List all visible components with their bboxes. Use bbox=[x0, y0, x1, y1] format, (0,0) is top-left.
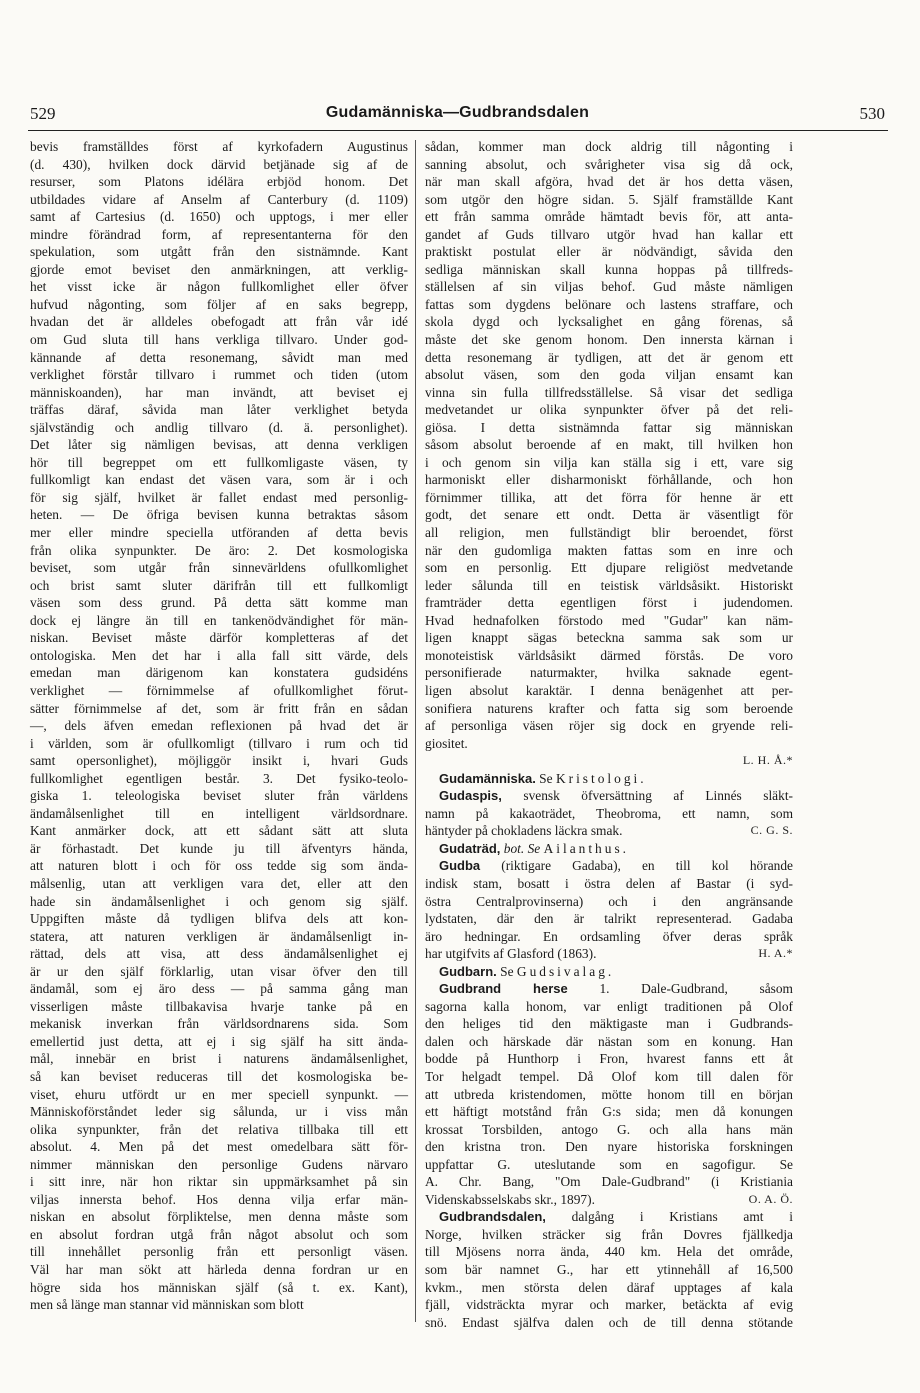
line-text: sådan, kommer man dock aldrig till någonting i bbox=[425, 139, 793, 154]
line-text: i sitt inre, när hon riktar sin uppmärksamhet på sin bbox=[30, 1174, 408, 1190]
line-text: sonifiera naturens krafter och fatta sig som beroende bbox=[425, 700, 793, 716]
right-column-line bbox=[425, 208, 793, 226]
left-column-line bbox=[30, 524, 408, 542]
left-column-line bbox=[30, 822, 408, 840]
entry-headword: Gudba bbox=[439, 858, 481, 874]
line-text: niskan en absolut förpliktelse, men denna måste som bbox=[30, 1209, 408, 1225]
text-line bbox=[425, 1121, 793, 1139]
left-column-line bbox=[30, 1261, 408, 1279]
line-text: samt af Cartesius (d. 1650) och upptogs, i mer eller bbox=[30, 209, 408, 225]
line-text: spekulation, som utgått från den sistnämnde. Kant bbox=[30, 244, 408, 260]
right-column-line bbox=[425, 506, 793, 524]
text-line bbox=[425, 1050, 793, 1068]
left-column-line bbox=[30, 506, 408, 524]
left-column-line bbox=[30, 208, 408, 226]
text-line bbox=[425, 875, 793, 893]
line-text: bevis framställdes först af kyrkofadern Augustinus bbox=[30, 139, 408, 154]
left-column-line bbox=[30, 313, 408, 331]
left-column-line bbox=[30, 278, 408, 296]
text-line bbox=[425, 1033, 793, 1051]
left-column-line bbox=[30, 261, 408, 279]
right-column-line bbox=[425, 436, 793, 454]
text-line bbox=[425, 1156, 793, 1174]
line-text: mekanisk inverkan från världsordnarens sida. Som bbox=[30, 1016, 408, 1032]
line-text: den heliges tid den mäktigaste man i Gudbrands- bbox=[425, 1016, 793, 1032]
line-text: samt opersonlighet), möjliggör insikt i, hvari Guds bbox=[30, 753, 408, 769]
left-column-line bbox=[30, 419, 408, 437]
left-column-line bbox=[30, 1033, 408, 1051]
line-text: (riktigare Gadaba), en till kol hörande bbox=[501, 858, 793, 874]
page-number-right: 530 bbox=[859, 104, 885, 123]
left-column-line bbox=[30, 577, 408, 595]
left-column-line bbox=[30, 875, 408, 893]
text-line bbox=[425, 1296, 793, 1314]
running-title: Gudamänniska—Gudbrandsdalen bbox=[325, 104, 590, 121]
line-text: att naturen blott i och för oss tedde sig som ända- bbox=[30, 858, 408, 874]
left-column-line bbox=[30, 928, 408, 946]
left-column-line bbox=[30, 191, 408, 209]
line-text: hvadan det är alldeles obefogadt att från vår idé bbox=[30, 314, 408, 330]
line-text: när den gudomliga makten fattas som en inre och bbox=[425, 542, 793, 558]
left-column-line bbox=[30, 770, 408, 788]
line-text: krossat Torsbilden, antogo G. och alla hans män bbox=[425, 1121, 793, 1137]
right-column-line bbox=[425, 471, 793, 489]
cross-reference: Kristologi. bbox=[555, 770, 647, 786]
right-column-line bbox=[425, 682, 793, 700]
left-column-line bbox=[30, 1050, 408, 1068]
left-column-line bbox=[30, 700, 408, 718]
line-text: Hvad hednafolken förstodo med "Gudar" kan näm- bbox=[425, 612, 793, 628]
text-line bbox=[425, 1138, 793, 1156]
right-column-line bbox=[425, 629, 793, 647]
line-text: lydstaten, där den är talrikt representerad. Gadaba bbox=[425, 911, 793, 927]
left-column-line bbox=[30, 717, 408, 735]
line-text: äro hedningar. En ordsamling öfver deras språk bbox=[425, 928, 793, 944]
line-text: kvkm., men största delen däraf upptages af kala bbox=[425, 1279, 793, 1295]
line-text: väsen som dess grund. På detta sätt komme man bbox=[30, 595, 408, 611]
line-text: indisk stam, bosatt i östra delen af Bastar (i syd- bbox=[425, 875, 793, 891]
line-text: förnimmer tillika, att det förra för henne är ett bbox=[425, 489, 793, 505]
line-text: Videnskabsselskabs skr., 1897). bbox=[425, 1191, 595, 1207]
left-column-line bbox=[30, 331, 408, 349]
line-text: till Mjösens norra ända, 440 km. Hela det område, bbox=[425, 1244, 793, 1260]
line-text: niskan. Beviset måste därför kompletteras af det bbox=[30, 630, 408, 646]
line-text: hade sin ändamålsenlighet i och genom sig själf. bbox=[30, 893, 408, 909]
line-text: giska 1. teleologiska beviset sluter från världens bbox=[30, 788, 408, 804]
left-column-line bbox=[30, 664, 408, 682]
line-text: ett från samma område hämtadt bevis för, att anta- bbox=[425, 209, 793, 225]
author-signature: H. A.* bbox=[758, 946, 793, 961]
line-text: gandet af Guds tillvaro utgör hvad han kallar ett bbox=[425, 226, 793, 242]
line-text: resurser, som Platons idélära erbjöd honom. Det bbox=[30, 174, 408, 190]
left-column-line bbox=[30, 752, 408, 770]
left-column-line bbox=[30, 857, 408, 875]
line-text: sanning absolut, och svårigheter visa sig då ock, bbox=[425, 156, 793, 172]
right-column-line bbox=[425, 349, 793, 367]
line-text: uppfattar G. uteslutande som en sagofigur. Se bbox=[425, 1156, 793, 1172]
right-column bbox=[425, 138, 793, 1331]
line-text: i världen, som är ofullkomligt (tillvaro i rum och tid bbox=[30, 735, 408, 751]
line-text: Människoförståndet leder sig sålunda, ur i viss mån bbox=[30, 1104, 408, 1120]
left-column-line bbox=[30, 559, 408, 577]
right-column-line bbox=[425, 612, 793, 630]
line-text: är ur den själf förklarlig, utan visar öfver den till bbox=[30, 963, 408, 979]
line-text: kännande af detta resonemang, såvidt man med bbox=[30, 349, 408, 365]
left-column bbox=[30, 138, 408, 1314]
line-text: 1. Dale-Gudbrand, såsom bbox=[599, 981, 793, 997]
line-text: om Gud sluta till hans verkliga tillvaro. Under god- bbox=[30, 332, 408, 348]
right-column-line bbox=[425, 278, 793, 296]
line-text: medvetandet ur olika synpunkter öfver på det reli- bbox=[425, 402, 793, 418]
text-line bbox=[425, 1208, 793, 1226]
left-column-line bbox=[30, 454, 408, 472]
left-column-line bbox=[30, 156, 408, 174]
left-column-line bbox=[30, 647, 408, 665]
line-text: giositet. bbox=[425, 735, 468, 751]
right-column-continuation bbox=[425, 138, 793, 752]
line-text: Tor helgadt tempel. Då Olof kom till dalen för bbox=[425, 1068, 793, 1084]
left-column-line bbox=[30, 945, 408, 963]
line-text: emedan man därigenom kan konstatera gudsidéns bbox=[30, 665, 408, 681]
line-text: träffas däraf, såvida man låter verklighet betyda bbox=[30, 402, 408, 418]
left-column-line bbox=[30, 471, 408, 489]
line-text: het visst icke är någon fullkomlighet eller öfver bbox=[30, 279, 408, 295]
right-column-line bbox=[425, 524, 793, 542]
text-line bbox=[425, 1279, 793, 1297]
left-column-line bbox=[30, 1226, 408, 1244]
entry-text: Se bbox=[539, 770, 553, 786]
signature-line bbox=[425, 752, 793, 770]
line-text: Väl har man sökt att härleda denna fordran ur en bbox=[30, 1262, 408, 1277]
left-column-line bbox=[30, 787, 408, 805]
left-column-line bbox=[30, 1208, 408, 1226]
line-text: Kant anmärker dock, att ett sådant sätt att sluta bbox=[30, 823, 408, 839]
right-column-line bbox=[425, 226, 793, 244]
author-signature: L. H. Å.* bbox=[742, 753, 793, 768]
line-text: och brist samt sluter därifrån till ett fullkomligt bbox=[30, 577, 408, 593]
left-column-line bbox=[30, 366, 408, 384]
left-column-line bbox=[30, 349, 408, 367]
right-column-line bbox=[425, 717, 793, 735]
line-text: godt, det senare ett ondt. Detta är väsentligt för bbox=[425, 507, 793, 523]
line-text: men så länge man stannar vid människan som blott bbox=[30, 1297, 304, 1313]
line-text: vinna sin fulla tillfredsställelse. Så visar det sedliga bbox=[425, 384, 793, 400]
line-text: såsom absolut beroende af en makt, till hvilken hon bbox=[425, 437, 793, 453]
line-text: Norge, hvilken sträcker sig från Dovres fjällkedja bbox=[425, 1226, 793, 1242]
line-text: en absolut fordran utgå från något absolut och som bbox=[30, 1226, 408, 1242]
text-line bbox=[425, 910, 793, 928]
text-line bbox=[425, 1103, 793, 1121]
text-line bbox=[425, 1261, 793, 1279]
left-column-line bbox=[30, 963, 408, 981]
line-text: hufvud någonting, som följer af en saks begrepp, bbox=[30, 296, 408, 312]
page-number-left: 529 bbox=[30, 104, 56, 123]
cross-reference: Gudsivalag. bbox=[516, 963, 615, 979]
text-line bbox=[425, 893, 793, 911]
left-column-line bbox=[30, 401, 408, 419]
right-column-line bbox=[425, 261, 793, 279]
text-line bbox=[425, 1226, 793, 1244]
line-text: fullkomligt kan endast det väsen vara, som är i och bbox=[30, 472, 408, 488]
line-text: gjorde emot beviset den anmärkningen, att verklig- bbox=[30, 261, 408, 277]
left-column-line bbox=[30, 612, 408, 630]
line-text: verklighet förstår tillvaro i rummet och tiden (utom bbox=[30, 367, 408, 383]
text-line bbox=[425, 980, 793, 998]
text-line bbox=[425, 945, 793, 963]
line-text: måste det ske genom honom. Den innersta kärnan i bbox=[425, 332, 793, 348]
text-line bbox=[425, 1191, 793, 1209]
line-text: fattas som dygdens belönare och lastens straffare, och bbox=[425, 296, 793, 312]
right-column-line bbox=[425, 191, 793, 209]
line-text: bodde på Hunthorp i Fron, hvarest fanns ett åt bbox=[425, 1051, 793, 1067]
left-column-line bbox=[30, 1121, 408, 1139]
left-column-line bbox=[30, 489, 408, 507]
left-column-line bbox=[30, 1086, 408, 1104]
right-column-line bbox=[425, 243, 793, 261]
line-text: mindre förändrad form, af representanterna för den bbox=[30, 226, 408, 242]
text-line bbox=[425, 1314, 793, 1332]
left-column-line bbox=[30, 980, 408, 998]
line-text: snö. Endast själfva dalen och de till denna stötande bbox=[425, 1314, 793, 1330]
line-text: skola dygd och lycksalighet en gång förenas, så bbox=[425, 314, 793, 330]
left-column-line bbox=[30, 1156, 408, 1174]
column-divider bbox=[415, 140, 416, 1322]
right-column-line bbox=[425, 401, 793, 419]
left-column-line bbox=[30, 1279, 408, 1297]
right-column-line bbox=[425, 331, 793, 349]
line-text: dock ej längre än till en tankenödvändighet för män- bbox=[30, 612, 408, 628]
line-text: af personliga väsen röjer sig dock en gryende reli- bbox=[425, 718, 793, 734]
right-column-line bbox=[425, 173, 793, 191]
line-text: den kristna tron. Den nyare historiska forskningen bbox=[425, 1139, 793, 1155]
line-text: Det låter sig nämligen bevisas, att denna verkligen bbox=[30, 437, 408, 453]
right-column-line bbox=[425, 313, 793, 331]
line-text: mål, innebär en brist i naturens ändamålsenlighet, bbox=[30, 1051, 408, 1067]
text-line bbox=[425, 1086, 793, 1104]
right-column-line bbox=[425, 489, 793, 507]
line-text: visserligen måste tillbakavisa hvarje tanke på en bbox=[30, 998, 408, 1014]
right-column-line bbox=[425, 296, 793, 314]
line-text: ställelsen af sin viljas behof. Gud måste nämligen bbox=[425, 279, 793, 295]
text-line bbox=[425, 1068, 793, 1086]
line-text: som bär namnet G., har ett ytinnehåll af 16,500 bbox=[425, 1262, 793, 1277]
line-text: så kan beviset reduceras till det kosmologiska be- bbox=[30, 1068, 408, 1084]
line-text: hör till begreppet om ett fullkomligaste väsen, ty bbox=[30, 454, 408, 470]
line-text: framträder detta egentligen först i judendomen. bbox=[425, 595, 793, 611]
line-text: sedliga människan skall kunna hoppas på tillfreds- bbox=[425, 261, 793, 277]
line-text: utbildades vidare af Anselm af Canterbury (d. 1109) bbox=[30, 191, 408, 207]
right-column-line bbox=[425, 138, 793, 156]
line-text: är förhastadt. Det kunde ju till äfventyrs hända, bbox=[30, 840, 408, 856]
line-text: som en personlig. Ett djupare religiöst medvetande bbox=[425, 560, 793, 576]
line-text: självständig och andlig tillvaro (d. ä. personlighet). bbox=[30, 419, 408, 435]
line-text: fjäll, vidsträckta myrar och marker, betäckta af evig bbox=[425, 1297, 793, 1313]
line-text: ändamålsenlighet till en intelligent världsordnare. bbox=[30, 805, 408, 821]
entry-gudatrad bbox=[425, 840, 793, 858]
line-text: har utgifvits af Glasford (1863). bbox=[425, 946, 597, 962]
line-text: monoteistisk världsåsikt därmed förstås. De voro bbox=[425, 647, 793, 663]
entry-headword: Gudbrand herse bbox=[439, 981, 568, 997]
left-column-line bbox=[30, 1138, 408, 1156]
left-column-line bbox=[30, 1191, 408, 1209]
entry-gudaspis bbox=[425, 787, 793, 840]
line-text: ligen absolut karaktär. I denna benägenhet att per- bbox=[425, 682, 793, 698]
left-column-line bbox=[30, 436, 408, 454]
right-column-line bbox=[425, 542, 793, 560]
left-column-line bbox=[30, 173, 408, 191]
line-text: all religion, men fullständigt blir beroendet, först bbox=[425, 525, 793, 541]
line-text: emellertid just detta, att ej i sig själf ha sitt ända- bbox=[30, 1033, 408, 1049]
right-column-line bbox=[425, 664, 793, 682]
line-text: högre sida hos människan själf (så t. ex. Kant), bbox=[30, 1279, 408, 1295]
text-line bbox=[425, 928, 793, 946]
page-header bbox=[30, 104, 885, 126]
header-rule bbox=[28, 130, 888, 131]
line-text: sätter förnimmelse af det, som är fritt från en sådan bbox=[30, 700, 408, 716]
author-signature: C. G. S. bbox=[750, 823, 793, 838]
line-text: målsenlig, utan att verkligen vara det, eller att den bbox=[30, 875, 408, 891]
left-column-line bbox=[30, 384, 408, 402]
entry-text: bot. Se bbox=[503, 840, 541, 856]
line-text: ligen knappt sägas beteckna samma sak som ur bbox=[425, 630, 793, 646]
right-column-line bbox=[425, 577, 793, 595]
text-line bbox=[425, 998, 793, 1016]
entry-headword: Gudamänniska. bbox=[439, 770, 536, 786]
right-column-line bbox=[425, 454, 793, 472]
text-line bbox=[425, 787, 793, 805]
line-text: harmoniskt eller disharmoniskt förhållande, och hon bbox=[425, 472, 793, 488]
line-text: giösa. I detta sistnämnda fattar sig människan bbox=[425, 419, 793, 435]
line-text: från olika synpunkter. De äro: 2. Det kosmologiska bbox=[30, 542, 408, 558]
line-text: östra Centralprovinserna) och i den angränsande bbox=[425, 893, 793, 909]
entry-gudbrandsdalen bbox=[425, 1208, 793, 1331]
left-column-line bbox=[30, 243, 408, 261]
line-text: Uppgiften måste då tydligen blifva dels att kon- bbox=[30, 911, 408, 927]
right-column-line bbox=[425, 594, 793, 612]
text-line bbox=[425, 805, 793, 823]
left-column-line bbox=[30, 594, 408, 612]
text-line bbox=[425, 1015, 793, 1033]
line-text: rättad, dels att visa, att dess ändamålsenlighet ej bbox=[30, 946, 408, 962]
line-text: ändamål, som ej äro dess — på samma gång man bbox=[30, 981, 408, 997]
entry-headword: Gudbrandsdalen, bbox=[439, 1209, 546, 1225]
entry-gudamanniska bbox=[425, 770, 793, 788]
line-text: fullkomlighet egentligen består. 3. Det fysiko-teolo- bbox=[30, 770, 408, 786]
line-text: personifierade naturmakter, hvilka saknade egent- bbox=[425, 665, 793, 681]
cross-reference: Ailanthus. bbox=[543, 840, 629, 856]
left-column-line bbox=[30, 542, 408, 560]
entry-gudba bbox=[425, 857, 793, 962]
line-text: namn på kakaoträdet, Theobroma, ett namn, som bbox=[425, 805, 793, 821]
left-column-line bbox=[30, 998, 408, 1016]
line-text: (d. 430), hvilken dock därvid betjänade sig af de bbox=[30, 156, 408, 172]
line-text: för sig själf, hvilket är fallet endast med personlig- bbox=[30, 489, 408, 505]
left-column-line bbox=[30, 1103, 408, 1121]
right-column-line bbox=[425, 647, 793, 665]
line-text: till innehållet personlig från ett personligt väsen. bbox=[30, 1244, 408, 1260]
line-text: som utgör den högre sidan. 5. Själf framställde Kant bbox=[425, 191, 793, 207]
text-line bbox=[425, 1243, 793, 1261]
left-column-line bbox=[30, 682, 408, 700]
line-text: dalgång i Kristians amt i bbox=[571, 1209, 793, 1225]
entry-text: Se bbox=[500, 963, 514, 979]
line-text: mer eller mindre speciella utföranden af detta bevis bbox=[30, 525, 408, 541]
line-text: att utbreda kristendomen, mötte honom till en början bbox=[425, 1086, 793, 1102]
left-column-line bbox=[30, 840, 408, 858]
line-text: dalen och härskade där nästan som en konung. Han bbox=[425, 1033, 793, 1049]
entry-headword: Gudaspis, bbox=[439, 788, 502, 804]
line-text: leder sålunda till en teistisk världsåsikt. Historiskt bbox=[425, 577, 793, 593]
line-text: olika synpunkter, från det relativa tillbaka till ett bbox=[30, 1121, 408, 1137]
line-text: svensk öfversättning af Linnés släkt- bbox=[523, 788, 794, 804]
line-text: sagorna kalla honom, var enligt traditionen på Olof bbox=[425, 998, 793, 1014]
entry-gudbrand-herse bbox=[425, 980, 793, 1208]
text-line bbox=[425, 1173, 793, 1191]
text-line bbox=[425, 857, 793, 875]
left-column-line bbox=[30, 805, 408, 823]
line-text: praktiskt postulat eller är nödvändigt, såvida den bbox=[425, 244, 793, 260]
left-column-line bbox=[30, 735, 408, 753]
line-text: absolut väsen, som den goda viljan ensamt kan bbox=[425, 367, 793, 383]
line-text: viset, ehuru utfördt ur en mer speciell synpunkt. — bbox=[30, 1086, 408, 1102]
line-text: viljas innersta behof. Hos denna vilja erfar män- bbox=[30, 1191, 408, 1207]
right-column-line bbox=[425, 156, 793, 174]
line-text: beviset, som utgår från sinnevärldens ofullkomlighet bbox=[30, 560, 408, 576]
left-column-line bbox=[30, 138, 408, 156]
line-text: nimmer människan den personlige Gudens närvaro bbox=[30, 1156, 408, 1172]
line-text: detta resonemang är tydligen, att det är genom ett bbox=[425, 349, 793, 365]
right-column-line bbox=[425, 384, 793, 402]
left-column-line bbox=[30, 629, 408, 647]
left-column-line bbox=[30, 1015, 408, 1033]
entry-headword: Gudaträd, bbox=[439, 840, 501, 856]
right-column-line bbox=[425, 419, 793, 437]
right-column-line bbox=[425, 735, 793, 753]
author-signature: O. A. Ö. bbox=[748, 1191, 793, 1206]
line-text: ontologiska. Men det har i alla fall sitt värde, dels bbox=[30, 647, 408, 663]
line-text: människoanden), har man invändt, att beviset ej bbox=[30, 384, 408, 400]
line-text: när man skall afgöra, hvad det är hos detta väsen, bbox=[425, 174, 793, 190]
left-column-line bbox=[30, 296, 408, 314]
text-line bbox=[425, 822, 793, 840]
line-text: häntyder på chokladens läckra smak. bbox=[425, 823, 623, 839]
left-column-line bbox=[30, 1173, 408, 1191]
left-column-line bbox=[30, 910, 408, 928]
left-column-line bbox=[30, 1296, 408, 1314]
right-column-line bbox=[425, 700, 793, 718]
line-text: statera, att naturen verkligen är ändamålsenligt in- bbox=[30, 928, 408, 944]
line-text: —, dels äfven emedan reflexionen på hvad det är bbox=[30, 718, 408, 734]
line-text: i och genom sin vilja kan ställa sig i ett, vare sig bbox=[425, 454, 793, 470]
line-text: heten. — De öfriga bevisen kunna betraktas såsom bbox=[30, 507, 408, 523]
left-column-line bbox=[30, 1243, 408, 1261]
right-column-line bbox=[425, 559, 793, 577]
line-text: verklighet — förnimmelse af ofullkomlighet förut- bbox=[30, 682, 408, 698]
line-text: A. Chr. Bang, "Om Dale-Gudbrand" (i Kristiania bbox=[425, 1174, 793, 1190]
line-text: ett häftigt motstånd från G:s sida; men då konungen bbox=[425, 1104, 793, 1120]
entry-headword: Gudbarn. bbox=[439, 963, 497, 979]
left-column-line bbox=[30, 893, 408, 911]
left-column-line bbox=[30, 226, 408, 244]
right-column-line bbox=[425, 366, 793, 384]
line-text: absolut. 4. Men på det mest omedelbara sätt för- bbox=[30, 1139, 408, 1155]
entry-gudbarn bbox=[425, 963, 793, 981]
left-column-line bbox=[30, 1068, 408, 1086]
